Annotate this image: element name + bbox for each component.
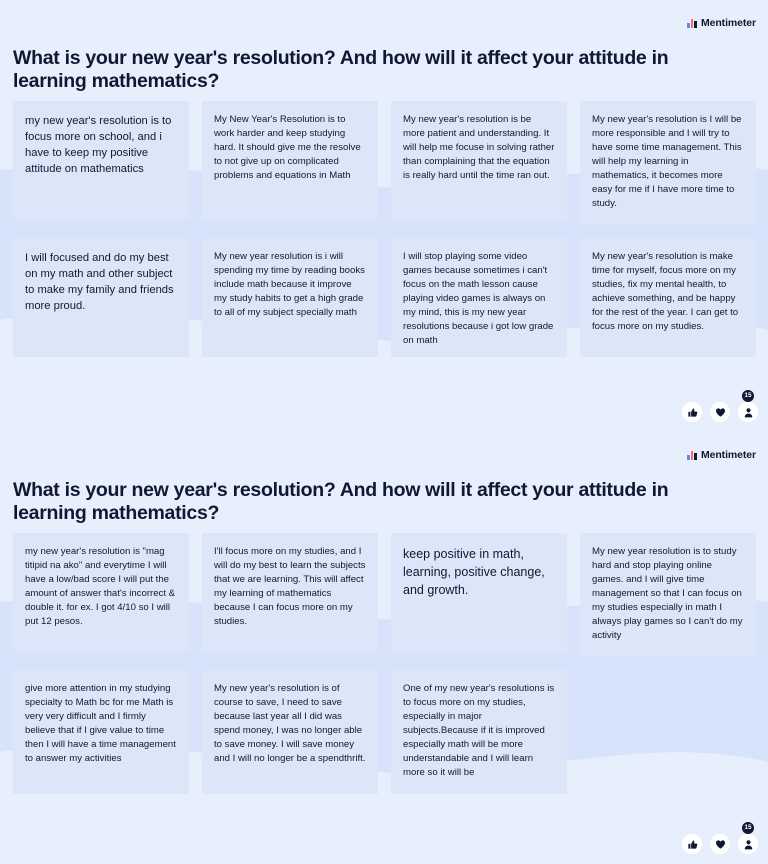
mentimeter-logo-icon (687, 451, 697, 460)
brand-name: Mentimeter (700, 17, 756, 29)
reaction-bar (682, 824, 758, 854)
response-text: My new year's resolution is of course to save, I need to save because last year all I did was spend money, I was no longer able to save money. I will save money and I will no longer be a spendthrift. (214, 683, 366, 764)
participant-count-badge: 15 (742, 390, 754, 402)
response-card (202, 670, 378, 794)
mentimeter-logo-icon (687, 19, 697, 28)
response-card (202, 238, 378, 357)
person-icon (743, 839, 754, 850)
response-card (391, 533, 567, 652)
response-text: My new year resolution is i will spending my time by reading books include math because it improve my study habits to get a high grade to all of my subject specially math (214, 251, 365, 318)
response-text: keep positive in math, learning, positive change, and growth. (403, 547, 545, 597)
response-text: give more attention in my studying specialty to Math bc for me Math is very very difficult and I firmly believe that if I give value to time then I will have a time management to answer my activities (25, 683, 176, 764)
brand-name: Mentimeter (700, 449, 756, 461)
response-card (391, 238, 567, 357)
response-card (13, 670, 189, 794)
response-text: I will focused and do my best on my math and other subject to make my family and friends more proud. (25, 252, 174, 312)
heart-icon[interactable] (710, 402, 730, 422)
slide-2 (0, 432, 768, 864)
response-text: My new year's resolution is make time for myself, focus more on my studies, fix my mental health, to achieve something, and be happy for the rest of the year. I can get to focus more on my studies. (592, 251, 739, 332)
question-title: What is your new year's resolution? And how will it affect your attitude in learning mathematics? (13, 479, 669, 524)
response-text: I will stop playing some video games because sometimes i can't focus on the math lesson cause playing video games is always on my mind, this is my new year resolutions because i got low grade on math (403, 251, 554, 346)
question-title: What is your new year's resolution? And how will it affect your attitude in learning mathematics? (13, 47, 669, 92)
response-card (13, 238, 189, 357)
response-card (580, 238, 756, 357)
response-text: My new year resolution is to study hard and stop playing online games. and I will give time management so that I can focus on my studies especially in math I always play games so I can't do my activity (592, 546, 743, 641)
person-icon (743, 407, 754, 418)
response-text: I'll focus more on my studies, and I will do my best to learn the subjects that we are learning. This will affect my learning of mathematics because I can focus more on my studies. (214, 546, 366, 627)
participant-count (738, 824, 758, 854)
response-card (202, 533, 378, 652)
mentimeter-logo (687, 17, 756, 29)
response-card (13, 101, 189, 220)
thumbs-up-icon[interactable] (682, 834, 702, 854)
response-card (580, 101, 756, 225)
response-text: One of my new year's resolutions is to focus more on my studies, especially in major subjects.Because if it is improved especially math will be more understandable and I will learn more so it will be (403, 683, 555, 778)
response-text: My new year's resolution is be more patient and understanding. It will help me focuse in solving rather than complaining that the equation is really hard until the time ran out. (403, 114, 555, 181)
thumbs-up-icon[interactable] (682, 402, 702, 422)
participant-count (738, 392, 758, 422)
response-card (580, 533, 756, 657)
response-card (391, 101, 567, 220)
response-card (391, 670, 567, 794)
reaction-bar (682, 392, 758, 422)
response-text: My New Year's Resolution is to work harder and keep studying hard. It should give me the resolve to not give up on complicated problems and equations in Math (214, 114, 361, 181)
response-text: my new year's resolution is "mag titipid na ako" and everytime I will have a low/bad score I will put the amount of answer that's incorrect & double it. for ex. I got 4/10 so I will put 12 pesos. (25, 546, 176, 627)
response-card (202, 101, 378, 220)
response-text: my new year's resolution is to focus more on school, and i have to keep my positive attitude on mathematics (25, 115, 172, 175)
response-text: My new year's resolution is I will be more responsible and I will try to have some time management. This will help my learning in mathematics, it becomes more easy for me if I have more time to study. (592, 114, 742, 209)
mentimeter-logo (687, 449, 756, 461)
response-card (13, 533, 189, 652)
participant-count-badge: 15 (742, 822, 754, 834)
heart-icon[interactable] (710, 834, 730, 854)
